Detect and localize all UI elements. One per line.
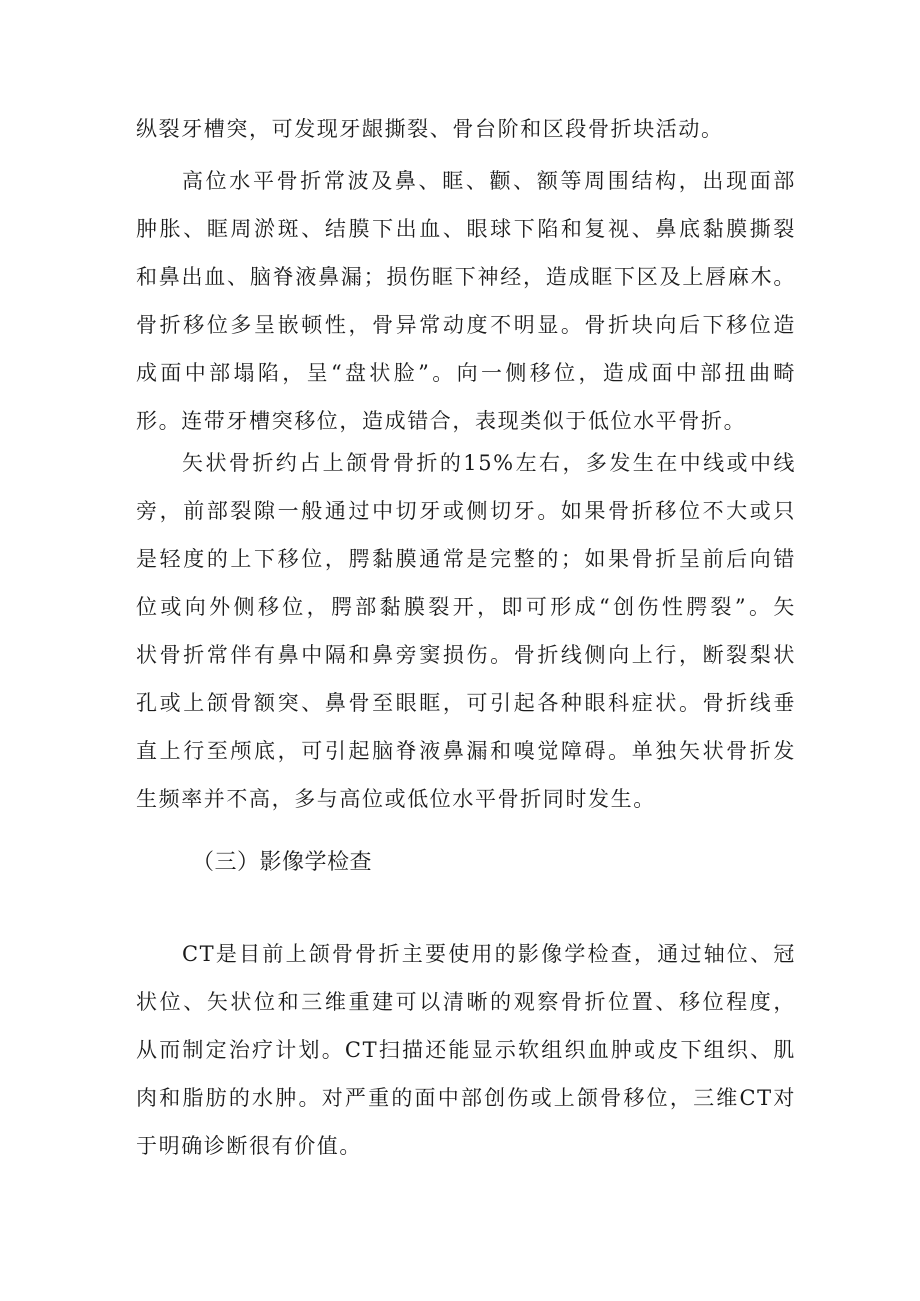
text-line: 生频率并不高，多与高位或低位水平骨折同时发生。 [136,787,656,811]
text-line: CT是目前上颌骨骨折主要使用的影像学检查，通过轴位、冠 [182,942,796,966]
text-line: 成面中部塌陷，呈“盘状脸”。向一侧移位，造成面中部扭曲畸 [136,361,796,385]
paragraph-continuation [136,105,796,153]
text-line: 和鼻出血、脑脊液鼻漏；损伤眶下神经，造成眶下区及上唇麻木。 [136,265,796,289]
text-line: 状位、矢状位和三维重建可以清晰的观察骨折位置、移位程度， [136,990,796,1014]
text-line: 孔或上颌骨额突、鼻骨至眼眶，可引起各种眼科症状。骨折线垂 [136,691,796,715]
text-line: 骨折移位多呈嵌顿性，骨异常动度不明显。骨折块向后下移位造 [136,313,796,337]
text-line: 肉和脂肪的水肿。对严重的面中部创伤或上颌骨移位，三维CT对 [136,1086,796,1110]
text-line: 从而制定治疗计划。CT扫描还能显示软组织血肿或皮下组织、肌 [136,1038,796,1062]
text-line: 旁，前部裂隙一般通过中切牙或侧切牙。如果骨折移位不大或只 [136,499,796,523]
paragraph-high-horizontal-fracture [136,157,796,445]
text-line: 位或向外侧移位，腭部黏膜裂开，即可形成“创伤性腭裂”。矢 [136,595,796,619]
text-line: 状骨折常伴有鼻中隔和鼻旁窦损伤。骨折线侧向上行，断裂梨状 [136,643,796,667]
text-line: 纵裂牙槽突，可发现牙龈撕裂、骨台阶和区段骨折块活动。 [136,117,724,141]
text-line: 肿胀、眶周淤斑、结膜下出血、眼球下陷和复视、鼻底黏膜撕裂 [136,217,796,241]
paragraph-sagittal-fracture [136,439,796,823]
text-line: 高位水平骨折常波及鼻、眶、颧、额等周围结构，出现面部 [182,169,796,193]
text-line: 直上行至颅底，可引起脑脊液鼻漏和嗅觉障碍。单独矢状骨折发 [136,739,796,763]
section-heading: （三）影像学检查 [192,850,373,875]
text-line: 形。连带牙槽突移位，造成错合，表现类似于低位水平骨折。 [136,409,747,433]
text-line: 于明确诊断很有价值。 [136,1134,362,1158]
text-line: 矢状骨折约占上颌骨骨折的15%左右，多发生在中线或中线 [182,451,796,475]
paragraph-imaging-examination [136,930,796,1170]
text-line: 是轻度的上下移位，腭黏膜通常是完整的；如果骨折呈前后向错 [136,547,796,571]
